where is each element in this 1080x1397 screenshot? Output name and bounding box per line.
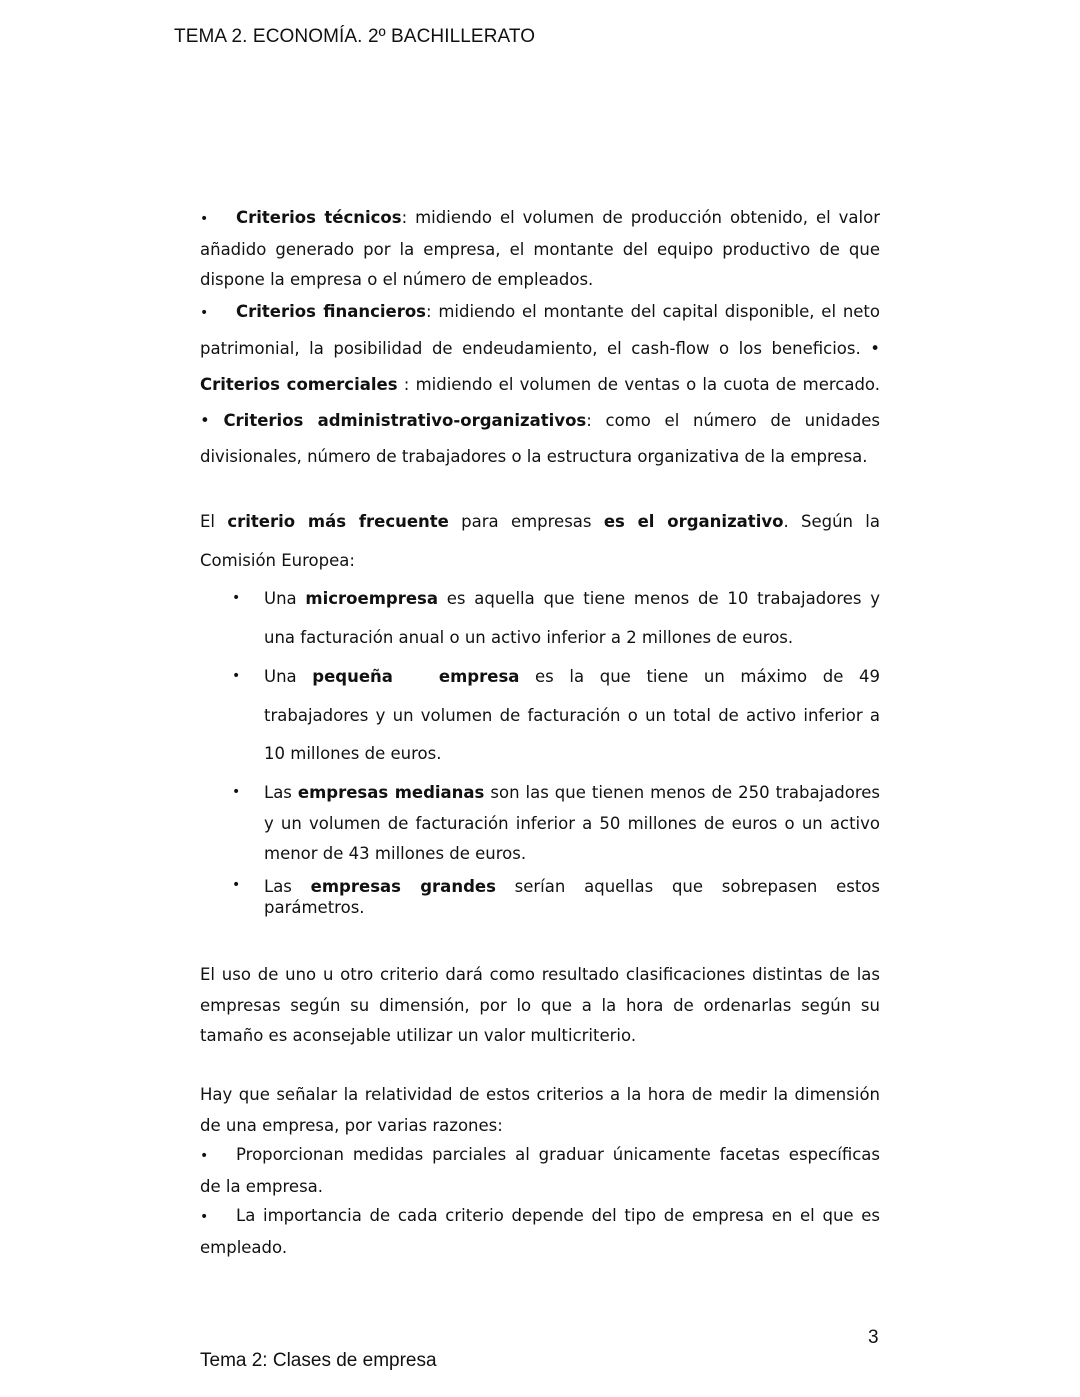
criterion-financial-text: : midiendo el montante del capital disponible, el neto patrimonial, la posibilidad de endeudamiento, el cash-flow o los beneficios. • <box>200 302 880 358</box>
bullet: • <box>200 1148 209 1164</box>
bullet: • <box>200 211 209 227</box>
size-large-bold: empresas grandes <box>310 877 496 896</box>
bullet: • <box>232 877 241 893</box>
criterion-commercial-text: : midiendo el volumen de ventas o la cuota de mercado. • <box>200 375 880 430</box>
size-large-text-1: Las <box>264 877 311 896</box>
paragraph-relativity: Hay que señalar la relatividad de estos criterios a la hora de medir la dimensión de una empresa, por varias razones: <box>200 1085 880 1135</box>
size-medium-text-1: Las <box>264 783 298 802</box>
paragraph-multicriteria: El uso de uno u otro criterio dará como resultado clasificaciones distintas de las empresas según su dimensión, por lo que a la hora de ordenarlas según su tamaño es aconsejable utilizar un valor multicriterio. <box>200 965 880 1045</box>
size-medium <box>264 778 880 870</box>
criterion-financial-label: Criterios financieros <box>236 302 426 321</box>
criterion-admin-text: : como el número de unidades divisionales, número de trabajadores o la estructura organizativa de la empresa. <box>200 411 880 466</box>
page-footer: Tema 2: Clases de empresa <box>200 1350 437 1371</box>
criterion-commercial-label: Criterios comerciales <box>200 375 398 394</box>
intro-text-2: para empresas <box>448 512 604 531</box>
size-medium-text-2: son las que tienen menos de 250 trabajadores y un volumen de facturación inferior a 50 millones de euros o un activo menor de 43 millones de euros. <box>264 783 880 863</box>
page-header: TEMA 2. ECONOMÍA. 2º BACHILLERATO <box>174 26 536 47</box>
reason-text: La importancia de cada criterio depende del tipo de empresa en el que es empleado. <box>200 1206 880 1257</box>
intro-bold-1: criterio más frecuente <box>227 512 449 531</box>
size-micro-bold: microempresa <box>305 589 438 608</box>
size-micro-text-2: es aquella que tiene menos de 10 trabajadores y una facturación anual o un activo inferior a 2 millones de euros. <box>264 589 881 647</box>
size-medium-bold: empresas medianas <box>297 783 485 802</box>
bullet: • <box>200 305 209 321</box>
criterion-admin-label: Criterios administrativo-organizativos <box>223 411 587 430</box>
size-small-text-1: Una <box>264 667 313 686</box>
bullet: • <box>232 784 241 800</box>
reason-item <box>200 1140 880 1202</box>
intro-bold-2: es el organizativo <box>603 512 784 531</box>
size-small-bold-2: empresa <box>438 667 520 686</box>
criterion-technical-text: : midiendo el volumen de producción obtenido, el valor añadido generado por la empresa, el montante del equipo productivo de que dispone la empresa o el número de empleados. <box>200 208 880 289</box>
reason-item <box>200 1201 880 1263</box>
size-small-text-2: es la que tiene un máximo de 49 trabajadores y un volumen de facturación o un total de activo inferior a 10 millones de euros. <box>264 667 880 763</box>
intro-text-1: El <box>200 512 228 531</box>
size-small-bold-1: pequeña <box>312 667 393 686</box>
criterion-technical-label: Criterios técnicos <box>236 208 402 227</box>
criteria-block <box>200 294 880 475</box>
size-small <box>264 658 880 774</box>
size-large-text-2: serían aquellas que sobrepasen estos parámetros. <box>264 877 880 917</box>
bullet: • <box>232 668 241 684</box>
intro-paragraph <box>200 502 880 580</box>
reason-text: Proporcionan medidas parciales al graduar únicamente facetas específicas de la empresa. <box>200 1145 880 1196</box>
criterion-technical <box>200 203 880 296</box>
intro-text-3: . Según la Comisión Europea: <box>200 512 880 570</box>
size-micro <box>264 580 880 657</box>
size-large <box>264 876 880 918</box>
size-micro-text-1: Una <box>264 589 306 608</box>
page-number: 3 <box>868 1327 879 1348</box>
bullet: • <box>232 590 241 606</box>
bullet: • <box>200 1209 209 1225</box>
